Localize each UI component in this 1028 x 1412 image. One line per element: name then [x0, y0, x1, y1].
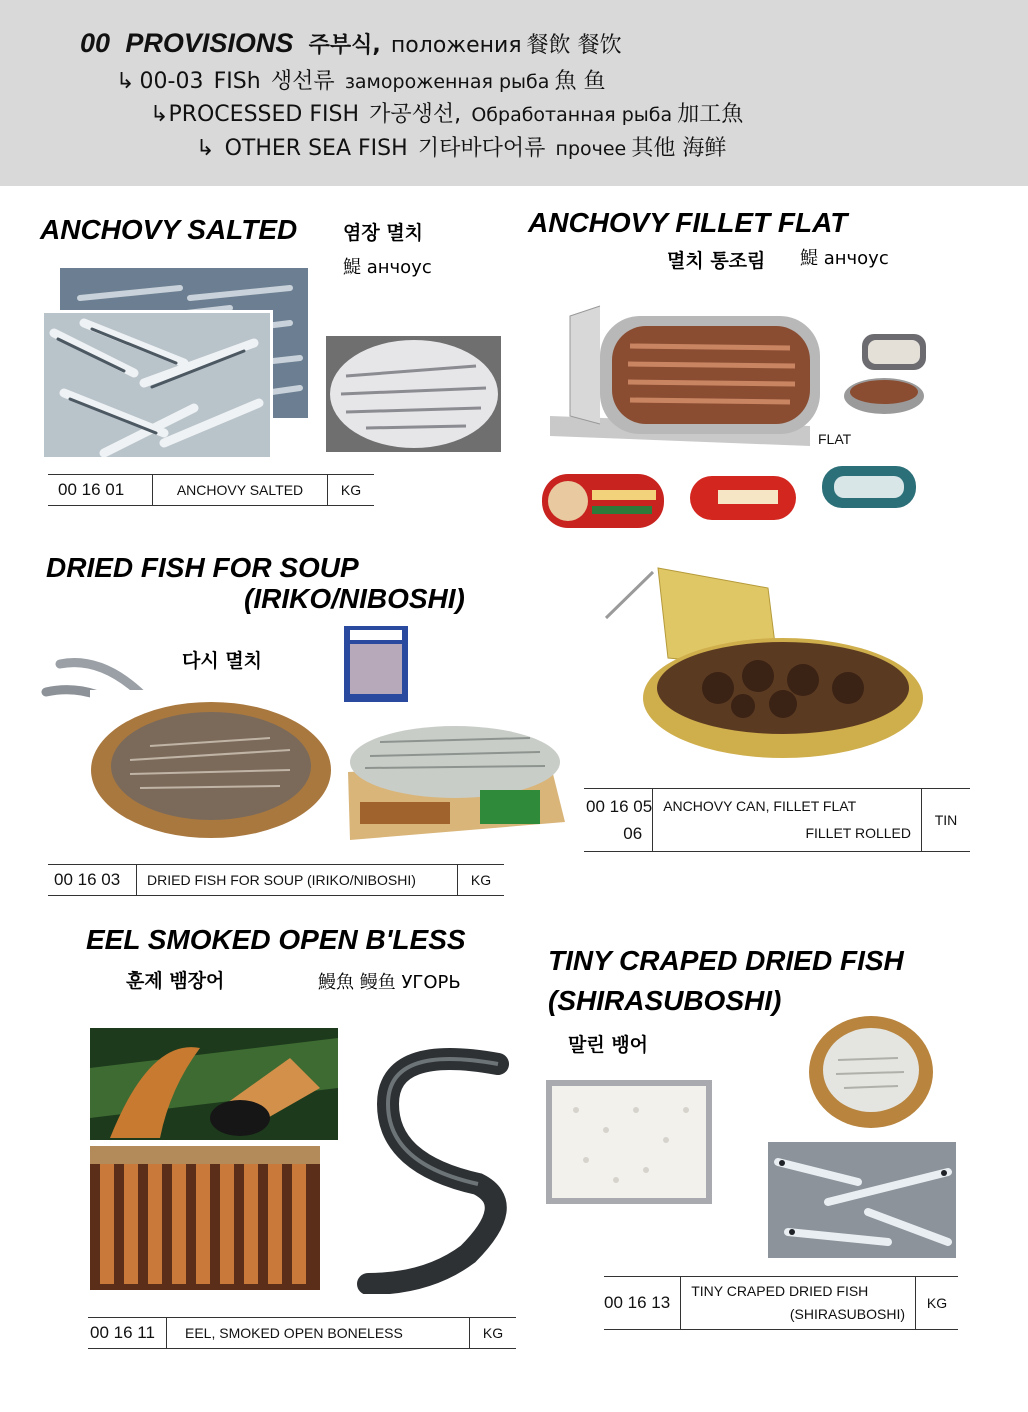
dried-fish-basket-photo	[90, 690, 332, 838]
dried-fish-code-table	[48, 864, 504, 896]
category-russian: положения	[390, 33, 522, 58]
live-eel-photo	[348, 1044, 518, 1294]
table-row	[88, 1318, 516, 1349]
sub-arrow-icon: ↳	[116, 69, 135, 94]
item-description-cell	[653, 789, 922, 852]
item-unit: KG	[916, 1277, 959, 1330]
anchovy-fillet-title: ANCHOVY FILLET FLAT	[528, 207, 848, 238]
subgroup-russian: прочее	[555, 138, 627, 160]
item-code-cell	[584, 789, 653, 852]
header-band	[0, 0, 1028, 186]
subcategory-chinese: 魚 鱼	[554, 69, 606, 94]
item-code: 00 16 01	[48, 475, 153, 506]
tiny-fish-code-table	[604, 1276, 958, 1330]
dried-fish-title-2: (IRIKO/NIBOSHI)	[244, 583, 465, 614]
item-description: EEL, SMOKED OPEN BONELESS	[167, 1318, 470, 1349]
tiny-fish-title: TINY CRAPED DRIED FISH	[548, 945, 904, 976]
table-row	[604, 1277, 958, 1330]
shirasu-tray-photo	[546, 1080, 712, 1204]
header-line-2	[116, 64, 605, 95]
dried-fish-title: DRIED FISH FOR SOUP	[46, 552, 359, 583]
category-korean: 주부식,	[308, 33, 381, 58]
eel-plate-photo	[90, 1028, 338, 1140]
anchovy-salted-code-table	[48, 474, 374, 506]
group-chinese: 加工魚	[677, 102, 744, 127]
group-title: PROCESSED FISH	[168, 102, 359, 127]
anchovy-fillet-korean: 멸치 통조림	[667, 250, 766, 272]
dried-fish-bag-photo	[340, 622, 412, 706]
item-description: TINY CRAPED DRIED FISH	[691, 1283, 869, 1299]
item-unit: KG	[328, 475, 375, 506]
header-line-4	[196, 131, 726, 162]
anchovy-fresh-photo	[44, 313, 270, 457]
eel-title: EEL SMOKED OPEN B'LESS	[86, 924, 466, 955]
item-unit: KG	[458, 865, 505, 896]
item-unit: TIN	[922, 789, 971, 852]
eel-names: 鰻魚 鳗鱼 УГОРЬ	[318, 972, 461, 993]
shirasu-closeup-photo	[768, 1142, 956, 1258]
anchovy-salted-names: 鯷 анчоус	[343, 257, 432, 278]
item-code: 00 16 13	[604, 1277, 681, 1330]
eel-smoking-rack-photo	[90, 1146, 320, 1290]
table-row	[584, 789, 970, 852]
subgroup-title: OTHER SEA FISH	[224, 136, 408, 161]
item-code: 00 16 03	[48, 865, 137, 896]
item-description-cell	[681, 1277, 916, 1330]
item-description-alt: FILLET ROLLED	[805, 825, 911, 841]
eel-code-table	[88, 1317, 516, 1349]
subgroup-korean: 기타바다어류	[417, 136, 546, 161]
item-description: DRIED FISH FOR SOUP (IRIKO/NIBOSHI)	[137, 865, 458, 896]
subcategory-korean: 생선류	[270, 69, 335, 94]
anchovy-fillet-names: 鯷 анчоус	[800, 248, 889, 269]
item-code: 00 16 11	[88, 1318, 167, 1349]
teal-tin-photo	[820, 462, 918, 512]
category-chinese: 餐飲 餐饮	[526, 33, 622, 58]
anchovy-salt-photo	[326, 336, 501, 452]
subcategory-code: 00-03	[139, 69, 204, 94]
category-code: 00	[80, 28, 111, 58]
dried-fish-box-photo	[340, 712, 570, 844]
anchovy-fillet-tin-photo	[540, 296, 828, 452]
small-open-tin-photo	[840, 328, 930, 420]
anchovy-fillet-code-table	[584, 788, 970, 852]
king-oscar-tin-photo	[540, 470, 666, 532]
tiny-fish-korean: 말린 뱅어	[568, 1034, 649, 1056]
subcategory-title: FISh	[213, 69, 261, 94]
item-code-alt: 06	[623, 824, 643, 843]
dried-fish-korean: 다시 멸치	[182, 650, 263, 672]
item-description: ANCHOVY SALTED	[153, 475, 328, 506]
item-unit: KG	[470, 1318, 517, 1349]
group-russian: Обработанная рыба	[471, 104, 673, 126]
item-description-alt: (SHIRASUBOSHI)	[789, 1306, 905, 1322]
shirasu-basket-photo	[808, 1010, 934, 1130]
sub-arrow-icon: ↳	[150, 102, 169, 127]
sub-arrow-icon: ↳	[196, 136, 215, 161]
header-line-3	[150, 97, 743, 128]
subgroup-chinese: 其他 海鲜	[631, 136, 727, 161]
tiny-fish-title-2: (SHIRASUBOSHI)	[548, 985, 782, 1016]
category-title: PROVISIONS	[125, 28, 294, 58]
item-code: 00 16 05	[586, 797, 653, 816]
group-korean: 가공생선,	[369, 102, 462, 127]
table-row	[48, 865, 504, 896]
anchovy-salted-korean: 염장 멸치	[343, 222, 424, 244]
rolled-anchovy-can-photo	[598, 548, 928, 774]
eel-korean: 훈제 뱀장어	[126, 970, 225, 992]
red-tin-photo	[688, 472, 798, 524]
flat-label: FLAT	[818, 431, 852, 447]
table-row	[48, 475, 374, 506]
subcategory-russian: замороженная рыба	[344, 71, 550, 93]
header-line-1	[80, 28, 622, 59]
anchovy-salted-title: ANCHOVY SALTED	[40, 214, 298, 245]
item-description: ANCHOVY CAN, FILLET FLAT	[663, 798, 857, 814]
